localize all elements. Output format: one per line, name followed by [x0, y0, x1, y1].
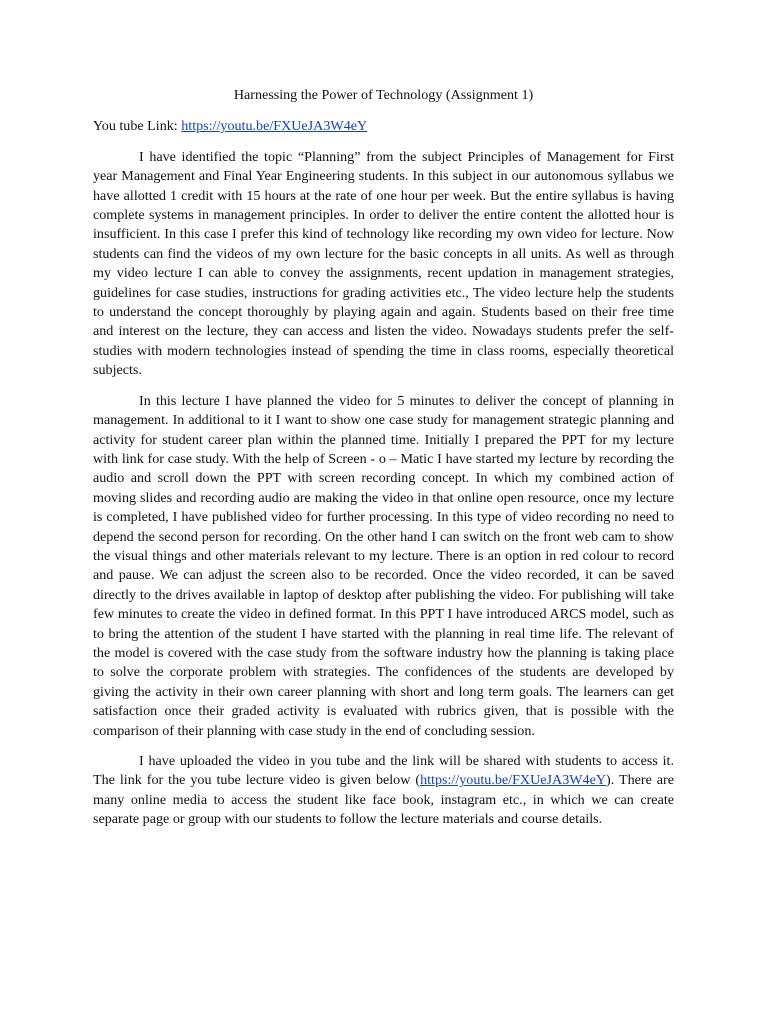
youtube-link[interactable]: https://youtu.be/FXUeJA3W4eY — [181, 118, 368, 135]
paragraph-2: In this lecture I have planned the video for 5 minutes to deliver the concept of planning in management. In additional to it I want to show one case study for management strategic planning and activity for student career plan within the planned time. Initially I prepared the PPT for my lecture with link for case study. With the help of Screen - o – Matic I have started my lecture by recording the audio and scroll down the PPT with screen recording concept. In which my combined action of moving slides and recording audio are making the video in that online open resource, once my lecture is completed, I have published video for further processing. In this type of video recording no need to depend the second person for recording. On the other hand I can switch on the front web cam to show the visual things and other materials relevant to my lecture. There is an option in red colour to record and pause. We can adjust the screen also to be recorded. Once the video recorded, it can be saved directly to the drives available in laptop of desktop after publishing the video. For publishing will take few minutes to create the video in defined format. In this PPT I have introduced ARCS model, such as to bring the attention of the student I have started with the planning in real time life. The relevant of the model is covered with the case study from the software industry how the planning is taking place to solve the corporate problem with strategies. The confidences of the students are developed by giving the activity in their own career planning with short and long term goals. The learners can get satisfaction once their graded activity is evaluated with rubrics given, that is possible with the comparison of their planning with case study in the end of concluding session. — [93, 392, 674, 739]
document-page — [93, 86, 674, 841]
document-title: Harnessing the Power of Technology (Assignment 1) — [233, 87, 534, 103]
paragraph-3-youtube-link[interactable]: https://youtu.be/FXUeJA3W4eY — [420, 772, 607, 789]
paragraph-3 — [93, 752, 674, 830]
paragraph-3-text-before: I have uploaded the video in you tube and the link will be shared with students to access it. The link for the you tube lecture video is given below ( — [93, 753, 674, 789]
youtube-link-label: You tube Link: — [93, 118, 182, 135]
youtube-link-line — [93, 117, 674, 136]
paragraph-1: I have identified the topic “Planning” from the subject Principles of Management for First year Management and Final Year Engineering students. In this subject in our autonomous syllabus we have allotted 1 credit with 15 hours at the rate of one hour per week. But the entire syllabus is having complete systems in management principles. In order to deliver the entire content the allotted hour is insufficient. In this case I prefer this kind of technology like recording my own video for lecture. Now students can find the videos of my own lecture for the basic concepts in all units. As well as through my video lecture I can able to convey the assignments, recent updation in management strategies, guidelines for case studies, instructions for grading activities etc., The video lecture help the students to understand the concept thoroughly by playing again and again. Students based on their free time and interest on the lecture, they can access and listen the video. Nowadays students prefer the self-studies with modern technologies instead of spending the time in class rooms, especially theoretical subjects. — [93, 148, 674, 379]
paragraph-3-text-after: ). There are many online media to access the student like face book, instagram etc., in which we can create separate page or group with our students to follow the lecture materials and course details. — [93, 772, 674, 828]
